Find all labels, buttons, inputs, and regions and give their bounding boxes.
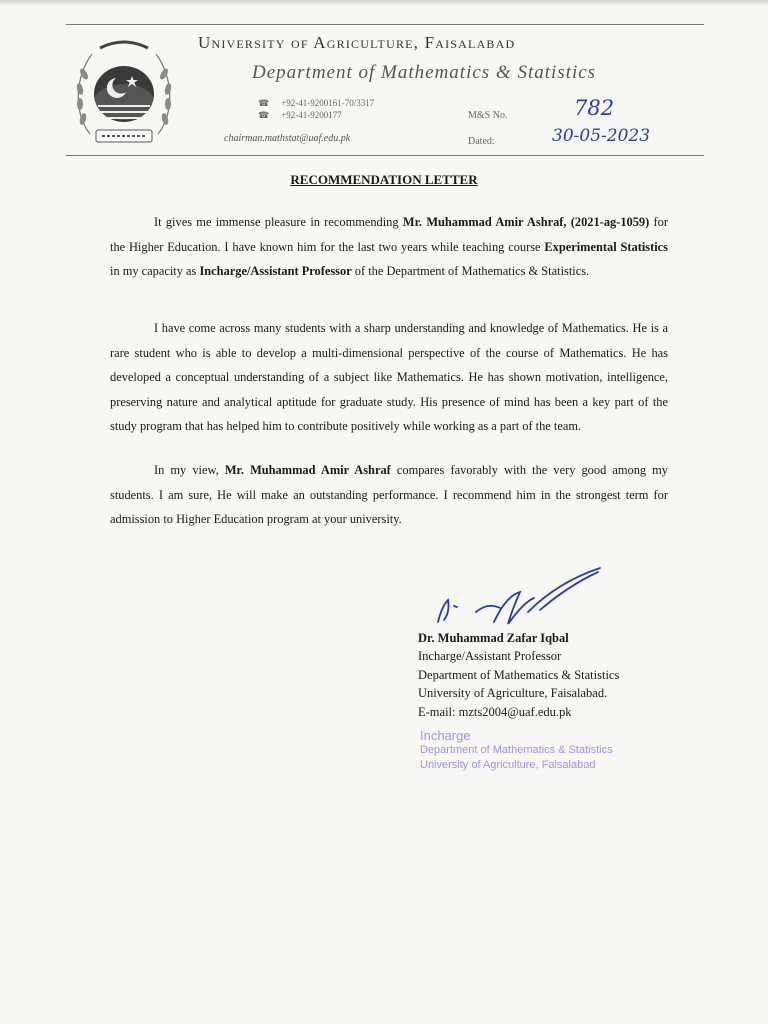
p1-text-3: in my capacity as xyxy=(110,264,200,279)
stamp-line-2: Department of Mathematics & Statistics xyxy=(420,744,613,756)
capacity: Incharge/Assistant Professor xyxy=(199,264,352,279)
signature-icon xyxy=(428,562,608,632)
date-label: Dated: xyxy=(468,136,495,147)
signatory-university: University of Agriculture, Faisalabad. xyxy=(418,686,608,701)
header-email: chairman.mathstat@uaf.edu.pk xyxy=(224,133,351,144)
signatory-designation: Incharge/Assistant Professor xyxy=(418,649,562,664)
signatory-department: Department of Mathematics & Statistics xyxy=(418,667,620,682)
phone-icon: ☎ xyxy=(258,111,270,121)
course-name: Experimental Statistics xyxy=(544,239,668,254)
paragraph-1 xyxy=(110,210,668,284)
signatory-email: E-mail: mzts2004@uaf.edu.pk xyxy=(418,704,572,719)
reference-number: 782 xyxy=(574,96,615,120)
phone-line-1 xyxy=(258,98,374,109)
p2-text: I have come across many students with a sharp understanding and knowledge of Mathematics. He is a rare student who is able to develop a multi-dimensional perspective of the course of Mathematics. He has developed a conceptual understanding of a subject like Mathematics. He has shown motivation, intelligence, preserving nature and analytical aptitude for graduate study. His presence of mind has been a key part of the study program that has helped him to contribute positively while working as a part of the team. xyxy=(110,321,668,434)
official-stamp xyxy=(420,728,613,773)
phone-number-2: +92-41-9200177 xyxy=(281,110,342,120)
reference-label: M&S No. xyxy=(468,110,508,121)
university-logo-icon xyxy=(70,34,178,152)
p1-text-2: for the Higher Education. I have known him for the last two years while teaching course xyxy=(110,215,668,254)
phone-icon: ☎ xyxy=(258,99,270,109)
student-name-id: Mr. Muhammad Amir Ashraf, (2021-ag-1059) xyxy=(402,215,650,229)
date-value: 30-05-2023 xyxy=(552,126,651,146)
paragraph-2 xyxy=(110,316,668,439)
signatory-block xyxy=(418,629,619,721)
phone-line-2 xyxy=(258,110,342,121)
stamp-line-1: Incharge xyxy=(420,728,471,743)
student-name: Mr. Muhammad Amir Ashraf xyxy=(224,463,391,477)
p1-text-4: of the Department of Mathematics & Statistics. xyxy=(351,264,590,279)
p3-text-2: compares favorably with the very good among my students. I am sure, He will make an outstanding performance. I recommend him in the strongest term for admission to Higher Education program at your university. xyxy=(110,463,669,527)
university-name: University of Agriculture, Faisalabad xyxy=(198,33,516,52)
p3-text-1: In my view, xyxy=(154,463,225,477)
signatory-name: Dr. Muhammad Zafar Iqbal xyxy=(418,631,569,645)
p1-text-1: It gives me immense pleasure in recommending xyxy=(154,215,403,229)
department-name: Department of Mathematics & Statistics xyxy=(252,62,597,83)
stamp-line-3: University of Agriculture, Faisalabad xyxy=(420,759,596,771)
paragraph-3 xyxy=(110,458,668,532)
scan-edge xyxy=(0,0,768,6)
phone-number-1: +92-41-9200161-70/3317 xyxy=(281,98,375,108)
letter-title: RECOMMENDATION LETTER xyxy=(290,172,478,187)
